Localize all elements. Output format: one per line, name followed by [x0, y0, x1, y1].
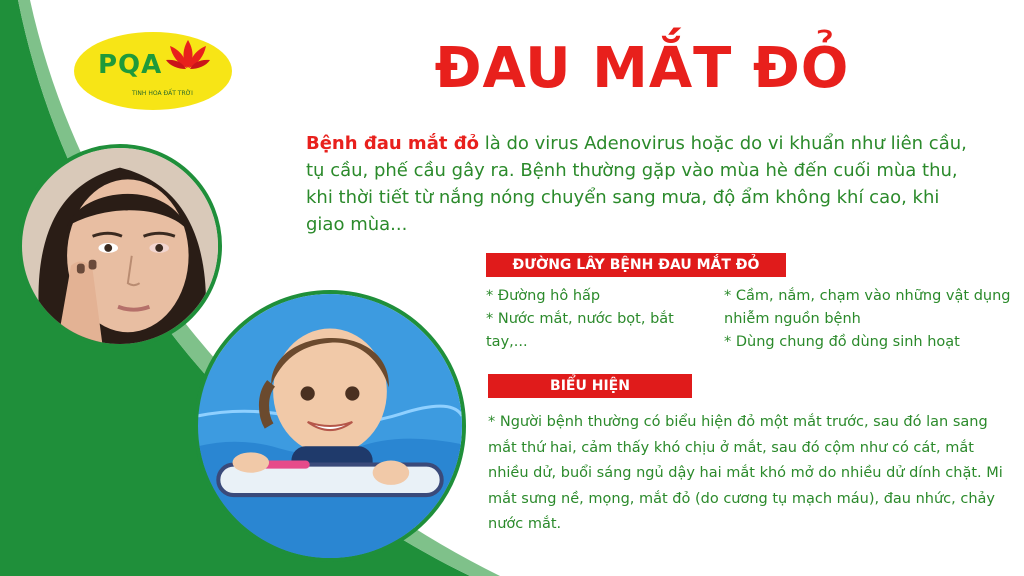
intro-highlight: Bệnh đau mắt đỏ	[306, 133, 479, 154]
transmission-item: * Đường hô hấp	[486, 288, 601, 304]
transmission-item: * Nước mắt, nước bọt, bắt tay,...	[486, 311, 674, 350]
brand-logo	[74, 32, 232, 110]
page-title: ĐAU MẮT ĐỎ	[434, 36, 850, 101]
transmission-list-left	[486, 285, 718, 354]
intro-text: là do virus Adenovirus hoặc do vi khuẩn như liên cầu, tụ cầu, phế cầu gây ra. Bệnh thường gặp vào mùa hè đến cuối mùa thu, khi thời tiết từ nắng nóng chuyển sang mưa, độ ẩm không khí cao, khi giao mùa...	[306, 133, 967, 235]
logo-brand-text: PQA	[98, 50, 163, 80]
woman-illustration	[22, 148, 218, 344]
child-swimming-photo	[194, 290, 466, 562]
transmission-item: * Cầm, nắm, chạm vào những vật dụng nhiễm nguồn bệnh	[724, 288, 1011, 327]
woman-eye-photo	[18, 144, 222, 348]
logo-tagline: TINH HOA ĐẤT TRỜI	[132, 90, 193, 97]
symptoms-heading: BIỂU HIỆN	[488, 374, 692, 398]
transmission-heading: ĐƯỜNG LÂY BỆNH ĐAU MẮT ĐỎ	[486, 253, 786, 277]
child-swimming-illustration	[198, 294, 462, 558]
transmission-list-right	[724, 285, 1024, 354]
symptoms-paragraph: * Người bệnh thường có biểu hiện đỏ một mắt trước, sau đó lan sang mắt thứ hai, cảm thấy khó chịu ở mắt, sau đó cộm như có cát, mắt nhiều dử, buổi sáng ngủ dậy hai mắt khó mở do nhiều dử dính chặt. Mi mắt sưng nề, mọng, mắt đỏ (do cương tụ mạch máu), đau nhức, chảy nước mắt.	[488, 414, 1003, 532]
transmission-item: * Dùng chung đồ dùng sinh hoạt	[724, 334, 960, 350]
intro-paragraph	[306, 130, 982, 238]
lotus-icon	[166, 38, 210, 72]
